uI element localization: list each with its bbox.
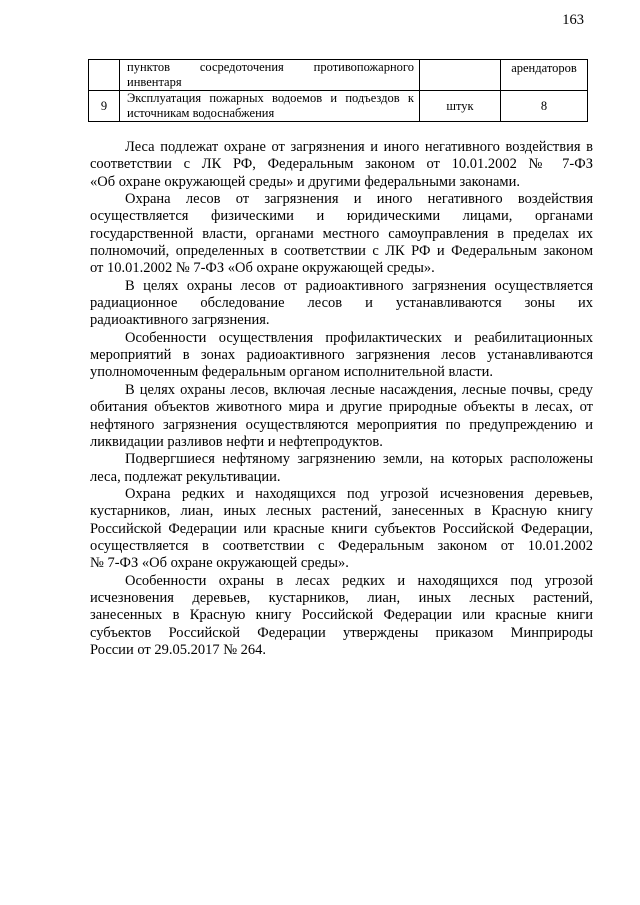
paragraph: [90, 278, 593, 330]
table-cell-value: арендаторов: [501, 60, 588, 91]
text-line: № 7-ФЗ «Об охране окружающей среды».: [90, 555, 349, 572]
text-line: Особенности охраны в лесах редких и находящихся под угрозой: [125, 572, 593, 589]
page-number: 163: [562, 12, 584, 28]
text-line: нефтяного загрязнения осуществляются мероприятия по предупреждению и: [90, 416, 593, 433]
text-line: уполномоченным федеральным органом исполнительной власти.: [90, 364, 493, 381]
table-cell-description: [120, 91, 420, 122]
table-cell-line: инвентаря: [127, 75, 182, 89]
text-line: мероприятий в зонах радиоактивного загрязнения лесов устанавливаются: [90, 347, 593, 364]
table-row: [89, 60, 588, 91]
paragraph: [90, 486, 593, 573]
text-line: обитания объектов животного мира и другие природные объекты в лесах, от: [90, 399, 593, 416]
text-line: осуществляется в соответствии с Федеральным законом от 10.01.2002: [90, 537, 593, 554]
table-cell-number: [89, 60, 120, 91]
paragraph: [90, 330, 593, 382]
text-line: осуществляется физическими и юридическими лицами, органами: [90, 208, 593, 225]
text-line: полномочий, определенных в соответствии с ЛК РФ и Федеральным законом: [90, 243, 593, 260]
text-line: Российской Федерации или красные книги субъектов Российской Федерации,: [90, 520, 593, 537]
table-cell-line: источникам водоснабжения: [127, 106, 275, 120]
paragraph: [90, 573, 593, 660]
text-line: Особенности осуществления профилактических и реабилитационных: [125, 329, 593, 346]
table-cell-line: Эксплуатация пожарных водоемов и подъездов к: [127, 91, 414, 105]
text-line: Леса подлежат охране от загрязнения и иного негативного воздействия в: [125, 139, 593, 155]
paragraph: [90, 191, 593, 278]
table-cell-description: [120, 60, 420, 91]
table-cell-unit: [420, 60, 501, 91]
table-cell-number: 9: [89, 91, 120, 122]
text-line: Подвергшиеся нефтяному загрязнению земли, на которых расположены: [125, 451, 593, 468]
text-line: радиационное обследование лесов и устанавливаются зоны их: [90, 295, 593, 312]
table-cell-line: пунктов сосредоточения противопожарного: [127, 60, 414, 74]
text-line: России от 29.05.2017 № 264.: [90, 641, 267, 658]
text-line: Охрана редких и находящихся под угрозой исчезновения деревьев,: [125, 485, 593, 502]
text-line: ликвидации разливов нефти и нефтепродуктов.: [90, 433, 383, 450]
text-line: Охрана лесов от загрязнения и иного негативного воздействия: [125, 191, 593, 208]
text-line: «Об охране окружающей среды» и другими федеральными законами.: [90, 173, 520, 190]
paragraph: [90, 451, 593, 486]
text-line: В целях охраны лесов, включая лесные насаждения, лесные почвы, среду: [125, 381, 593, 398]
text-line: В целях охраны лесов от радиоактивного загрязнения осуществляется: [125, 277, 593, 294]
text-line: радиоактивного загрязнения.: [90, 312, 270, 329]
text-line: соответствии с ЛК РФ, Федеральным законом от 10.01.2002 № 7-ФЗ: [90, 156, 593, 173]
body-text: [90, 139, 593, 659]
table-row: [89, 91, 588, 122]
text-line: субъектов Российской Федерации утверждены приказом Минприроды: [90, 624, 593, 641]
table-cell-unit: штук: [420, 91, 501, 122]
text-line: государственной власти, органами местного самоуправления в пределах их: [90, 225, 593, 242]
text-line: леса, подлежат рекультивации.: [90, 468, 281, 485]
text-line: исчезновения деревьев, кустарников, лиан, иных лесных растений,: [90, 589, 593, 606]
paragraph: [90, 139, 593, 191]
paragraph: [90, 382, 593, 451]
text-line: от 10.01.2002 № 7-ФЗ «Об охране окружающей среды».: [90, 260, 435, 277]
text-line: занесенных в Красную книгу Российской Федерации или красные книги: [90, 607, 593, 624]
table-cell-value: 8: [501, 91, 588, 122]
text-line: кустарников, лиан, иных лесных растений, занесенных в Красную книгу: [90, 503, 593, 520]
data-table: [88, 59, 588, 122]
